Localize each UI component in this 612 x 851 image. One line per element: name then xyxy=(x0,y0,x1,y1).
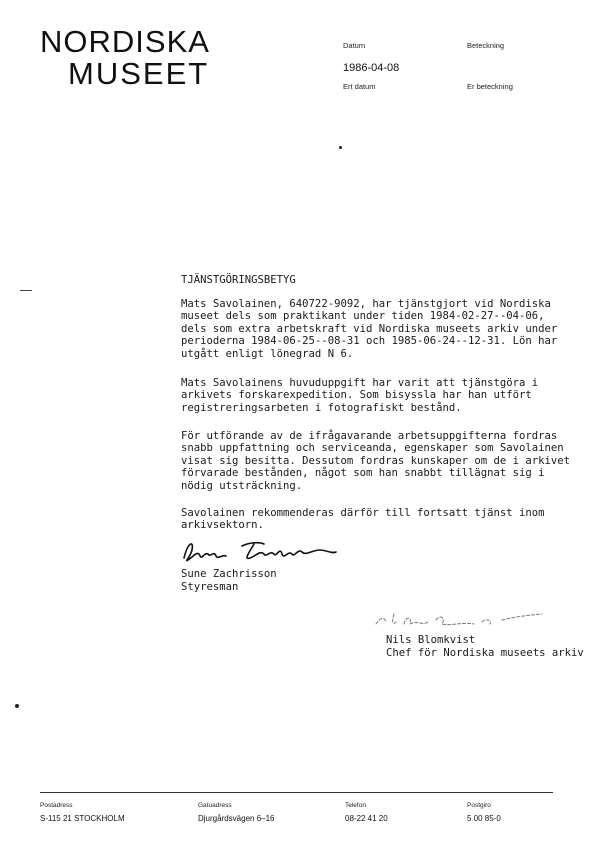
scan-dot xyxy=(339,146,342,149)
text-line: förvarade bestånden, något som han snabbt tillägnat sig i xyxy=(181,467,545,480)
text-line: utgått enligt lönegrad N 6. xyxy=(181,347,354,360)
text-line: Mats Savolainens huvuduppgift har varit att tjänstgöra i xyxy=(181,377,539,389)
text-line: arkivets forskarexpedition. Som bisyssla har han utfört xyxy=(181,389,532,402)
er-beteckning-label: Er beteckning xyxy=(467,82,513,91)
text-line: snabb uppfattning och serviceanda, egenskaper som Savolainen xyxy=(181,442,564,455)
text-line: museet dels som praktikant under tiden 1984-02-27--04-06, xyxy=(181,310,545,323)
ert-datum-label: Ert datum xyxy=(343,82,376,91)
paragraph-4 xyxy=(181,507,545,532)
punch-mark xyxy=(15,704,19,708)
footer-divider xyxy=(40,792,553,793)
paragraph-2 xyxy=(181,377,538,414)
postadress-value: S-115 21 STOCKHOLM xyxy=(40,814,125,823)
text-line: dels som extra arbetskraft vid Nordiska museets arkiv under xyxy=(181,322,558,335)
text-line: nödig utsträckning. xyxy=(181,479,303,492)
text-line: visat sig besitta. Dessutom fordras kunskaper om de i arkivet xyxy=(181,454,571,467)
signatory-1-title: Styresman xyxy=(181,581,239,593)
text-line: registreringsarbeten i fotografiskt bestånd. xyxy=(181,401,462,414)
signatory-1-name: Sune Zachrisson xyxy=(181,568,277,580)
postgiro-label: Postgiro xyxy=(467,802,491,809)
logo-line-2: MUSEET xyxy=(68,56,210,91)
text-line: För utförande av de ifrågavarande arbetsuppgifterna fordras xyxy=(181,430,558,442)
text-line: perioderna 1984-06-25--08-31 och 1985-06-24--12-31. Lön har xyxy=(181,335,558,348)
letterhead-logo xyxy=(40,26,260,90)
postgiro-value: 5 00 85-0 xyxy=(467,814,501,823)
beteckning-label: Beteckning xyxy=(467,41,505,50)
gatuadress-label: Gatuadress xyxy=(198,802,232,809)
telefon-label: Telefon xyxy=(345,802,366,809)
signatory-2-title: Chef för Nordiska museets arkiv xyxy=(386,647,584,659)
handwritten-signature-2 xyxy=(370,606,550,632)
text-line: Savolainen rekommenderas därför till fortsatt tjänst inom xyxy=(181,507,545,519)
telefon-value: 08-22 41 20 xyxy=(345,814,388,823)
text-line: arkivsektorn. xyxy=(181,519,264,532)
fold-mark xyxy=(20,290,32,291)
document-title: TJÄNSTGÖRINGSBETYG xyxy=(181,274,296,286)
postadress-label: Postadress xyxy=(40,802,73,809)
text-line: Mats Savolainen, 640722-9092, har tjänstgjort vid Nordiska xyxy=(181,298,551,310)
gatuadress-value: Djurgårdsvägen 6–16 xyxy=(198,814,275,823)
datum-value: 1986-04-08 xyxy=(343,62,400,74)
logo-line-1: NORDISKA xyxy=(40,24,210,59)
datum-label: Datum xyxy=(343,41,366,50)
handwritten-signature-1 xyxy=(180,536,340,568)
paragraph-1 xyxy=(181,298,557,360)
signatory-2-name: Nils Blomkvist xyxy=(386,634,476,646)
paragraph-3 xyxy=(181,430,570,492)
